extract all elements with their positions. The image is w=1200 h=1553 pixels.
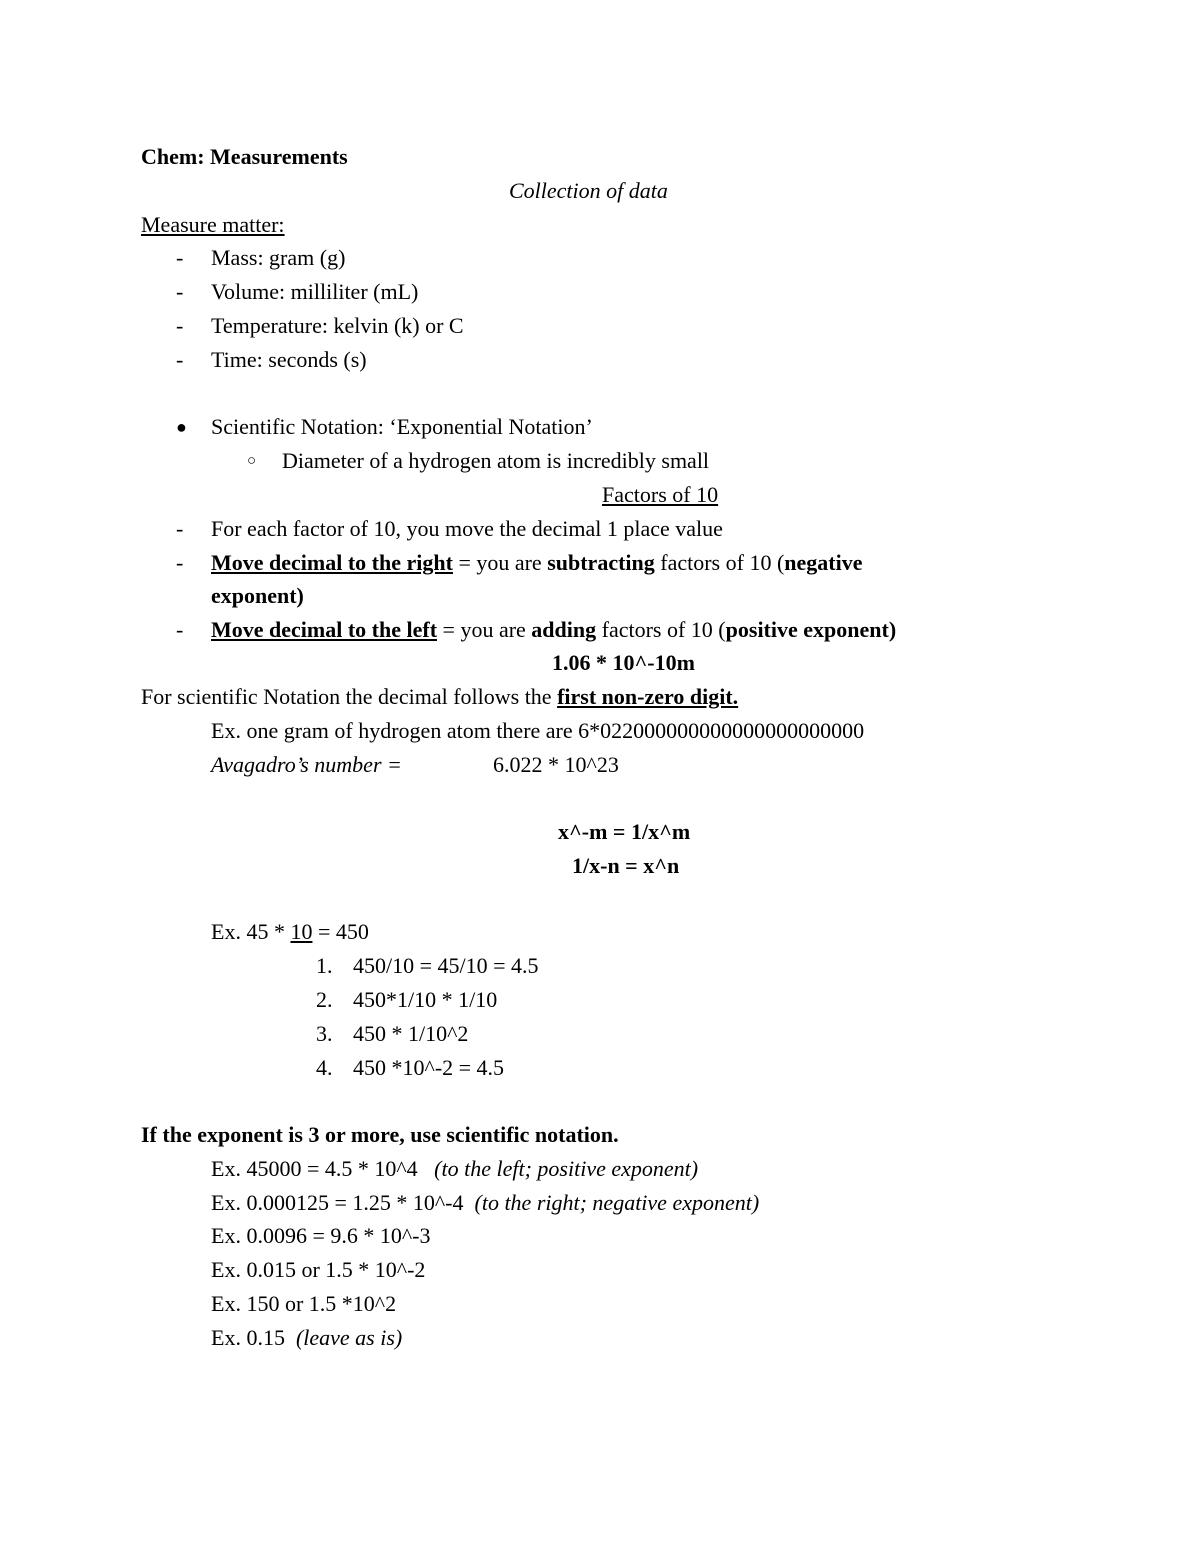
step-text: 450*1/10 * 1/10	[353, 987, 498, 1012]
example-line: Ex. 0.0096 = 9.6 * 10^-3	[211, 1223, 431, 1248]
step-number: 2.	[316, 987, 333, 1012]
example-line: Ex. 45000 = 4.5 * 10^4 (to the left; positive exponent)	[211, 1156, 699, 1181]
measure-item-temperature: Temperature: kelvin (k) or C	[211, 313, 464, 338]
dash-bullet: -	[176, 516, 184, 541]
dash-bullet: -	[176, 347, 184, 372]
step-number: 3.	[316, 1021, 333, 1046]
filled-circle-bullet-icon: ●	[176, 417, 187, 437]
measure-heading: Measure matter:	[141, 212, 285, 237]
factors-heading: Factors of 10	[602, 482, 719, 507]
hollow-circle-bullet-icon: ○	[247, 453, 257, 469]
measure-item-volume: Volume: milliliter (mL)	[211, 279, 419, 304]
example-value: 1.06 * 10^-10m	[552, 650, 695, 675]
decimal-rule: For scientific Notation the decimal follows the first non-zero digit.	[141, 684, 739, 709]
document-title: Chem: Measurements	[141, 144, 348, 169]
example-line: Ex. 0.000125 = 1.25 * 10^-4 (to the right; negative exponent)	[211, 1190, 760, 1215]
dash-bullet: -	[176, 279, 184, 304]
step-text: 450/10 = 45/10 = 4.5	[353, 953, 539, 978]
document-subtitle: Collection of data	[509, 178, 668, 203]
step-number: 1.	[316, 953, 333, 978]
avogadro-value: 6.022 * 10^23	[493, 752, 619, 777]
rule-move-left: Move decimal to the left = you are adding factors of 10 (positive exponent)	[211, 617, 897, 642]
sci-notation-sub: Diameter of a hydrogen atom is incredibly small	[282, 448, 710, 473]
example-line: Ex. 0.15 (leave as is)	[211, 1325, 403, 1350]
rule-each-factor: For each factor of 10, you move the decimal 1 place value	[211, 516, 723, 541]
sci-notation-bullet: Scientific Notation: ‘Exponential Notation’	[211, 414, 593, 439]
rule-move-right-continued: exponent)	[211, 583, 304, 608]
hydrogen-example: Ex. one gram of hydrogen atom there are 6*022000000000000000000000	[211, 718, 865, 743]
step-text: 450 *10^-2 = 4.5	[353, 1055, 505, 1080]
dash-bullet: -	[176, 245, 184, 270]
dash-bullet: -	[176, 617, 184, 642]
step-number: 4.	[316, 1055, 333, 1080]
measure-item-time: Time: seconds (s)	[211, 347, 367, 372]
exponent-rule: If the exponent is 3 or more, use scientific notation.	[141, 1122, 619, 1147]
example-line: Ex. 0.015 or 1.5 * 10^-2	[211, 1257, 426, 1282]
step-text: 450 * 1/10^2	[353, 1021, 469, 1046]
rule-move-right: Move decimal to the right = you are subtracting factors of 10 (negative	[211, 550, 863, 575]
example-line: Ex. 150 or 1.5 *10^2	[211, 1291, 397, 1316]
formula-negative-exponent: x^-m = 1/x^m	[558, 819, 691, 844]
measure-item-mass: Mass: gram (g)	[211, 245, 346, 270]
formula-reciprocal: 1/x-n = x^n	[572, 853, 680, 878]
example-45: Ex. 45 * 10 = 450	[211, 919, 369, 944]
dash-bullet: -	[176, 550, 184, 575]
dash-bullet: -	[176, 313, 184, 338]
avogadro-label: Avagadro’s number =	[211, 752, 402, 777]
